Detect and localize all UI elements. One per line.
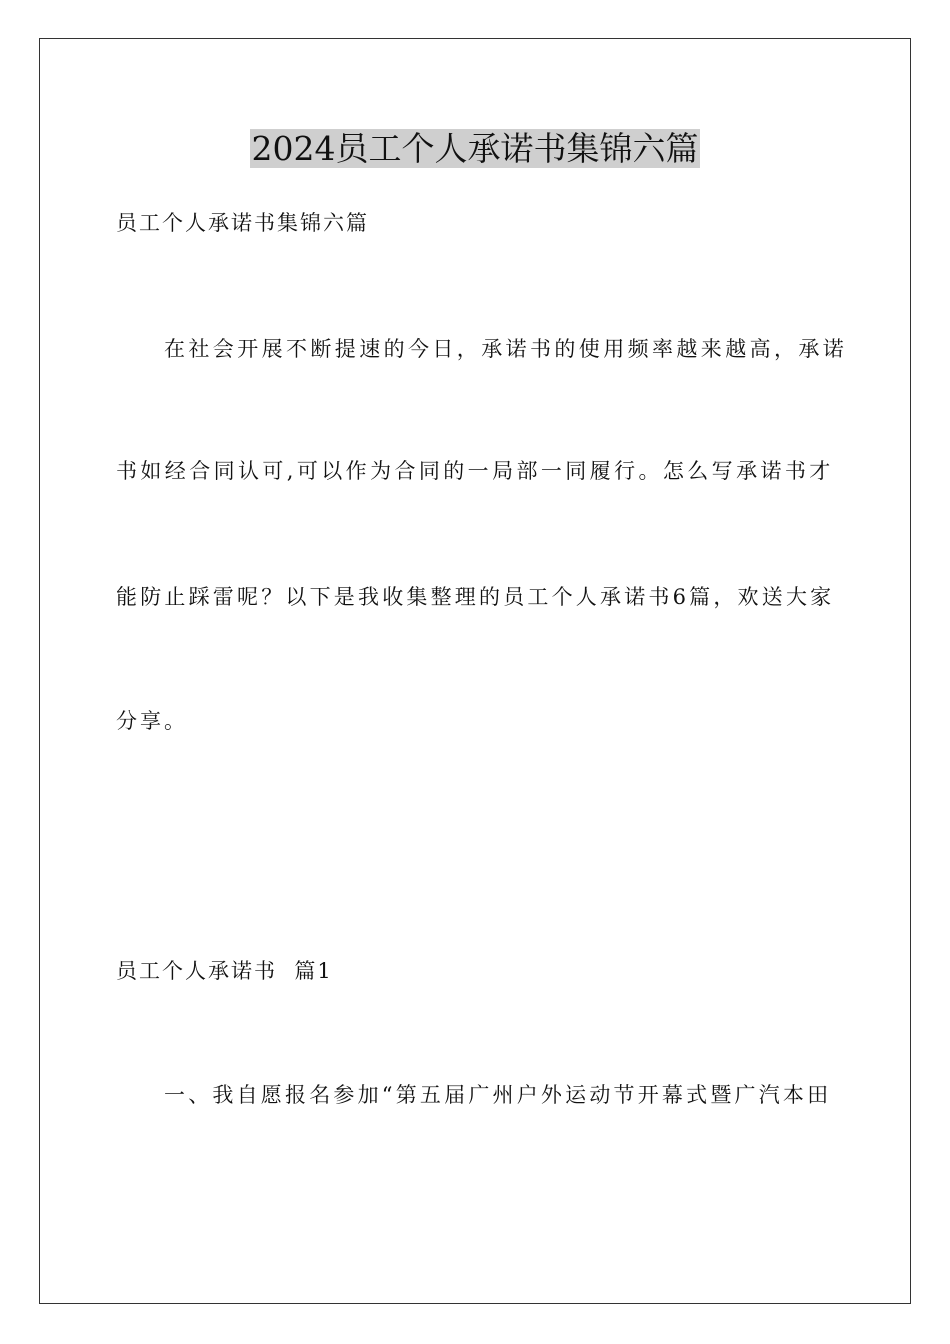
document-subtitle: 员工个人承诺书集锦六篇 bbox=[116, 211, 369, 235]
intro-paragraph-line-2: 书如经合同认可,可以作为合同的一局部一同履行。怎么写承诺书才 bbox=[116, 459, 834, 483]
document-title bbox=[0, 128, 950, 170]
intro-paragraph-line-3: 能防止踩雷呢？以下是我收集整理的员工个人承诺书6篇，欢送大家 bbox=[116, 585, 835, 609]
document-title-text: 2024员工个人承诺书集锦六篇 bbox=[251, 129, 699, 168]
intro-paragraph-line-1: 在社会开展不断提速的今日，承诺书的使用频率越来越高，承诺 bbox=[164, 337, 848, 361]
section-heading: 员工个人承诺书 篇1 bbox=[116, 959, 333, 983]
intro-paragraph-line-4: 分享。 bbox=[116, 709, 188, 733]
section-paragraph-line-1: 一、我自愿报名参加“第五届广州户外运动节开幕式暨广汽本田 bbox=[164, 1083, 832, 1107]
